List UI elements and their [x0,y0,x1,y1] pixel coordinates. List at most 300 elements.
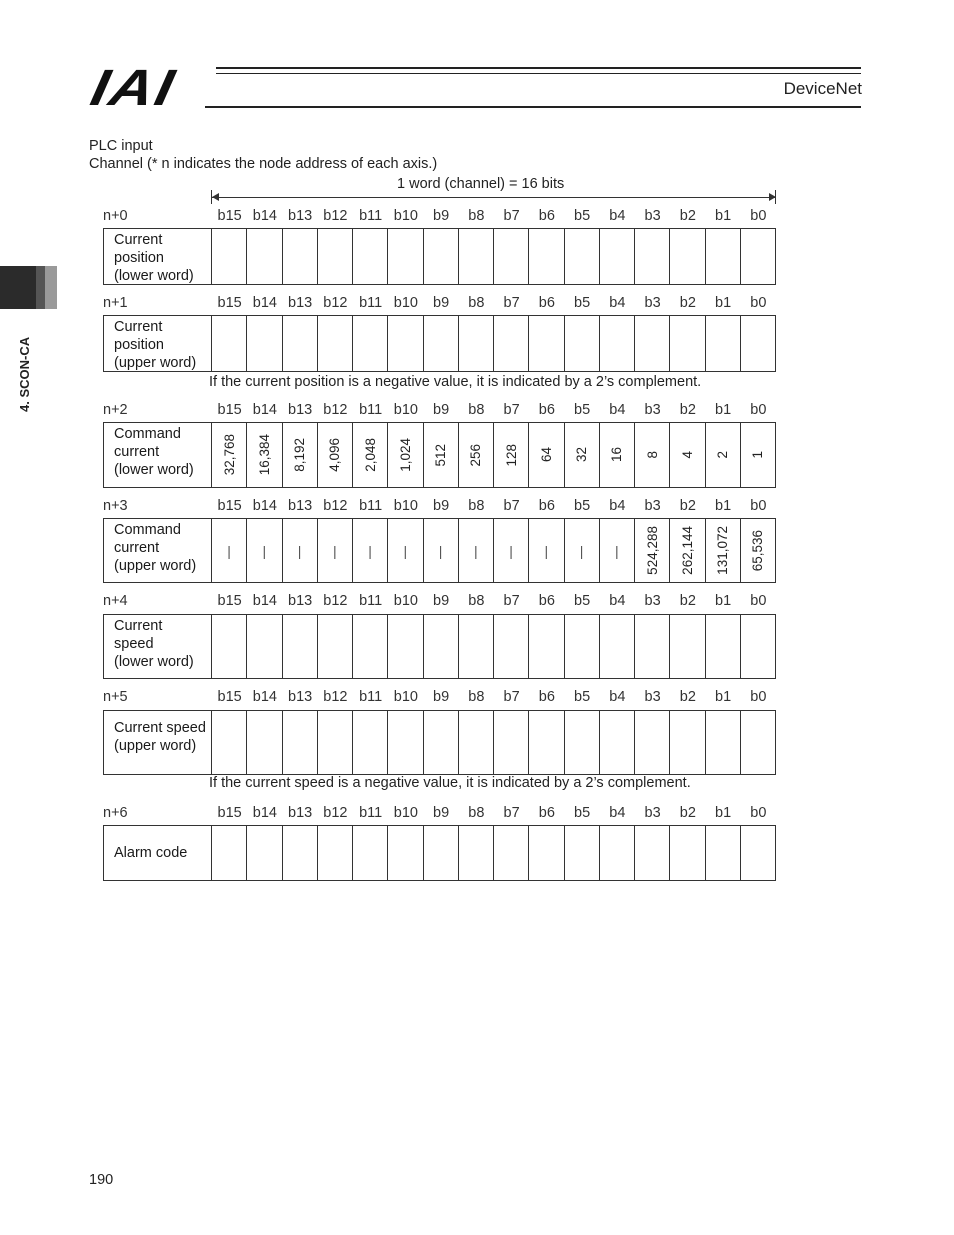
bit-label: b6 [538,498,555,514]
bit-label: b8 [468,689,485,705]
bit-cell [529,711,564,774]
register-row [103,825,776,881]
side-tab-block-mid [36,266,45,309]
bit-cell [741,229,775,284]
bit-label: b9 [433,208,450,224]
arrow-left-icon [212,193,219,201]
bit-label: b13 [288,295,313,311]
bit-cell [706,229,741,284]
bit-label: b11 [359,402,383,418]
bit-cell [459,519,494,582]
bit-label: b9 [433,689,450,705]
bit-cell [424,826,459,880]
bit-label: b7 [503,402,520,418]
bit-cell [635,711,670,774]
bit-cell [635,615,670,678]
bit-cell [565,615,600,678]
bit-label: b15 [217,498,242,514]
bit-cell [247,423,282,487]
bit-cell [670,519,705,582]
bit-label: b4 [609,295,626,311]
bit-cell [494,615,529,678]
register-name: Command current (upper word) [104,519,212,582]
bit-weight: 2,048 [362,438,378,472]
bit-label: b0 [750,498,767,514]
bit-cell [353,519,388,582]
bit-cell [529,229,564,284]
bit-cell [247,316,282,371]
bit-label: b10 [393,593,418,609]
bit-label: b8 [468,208,485,224]
bit-label: b14 [252,498,277,514]
bit-label: b12 [323,498,348,514]
bit-label: b8 [468,498,485,514]
bit-label: b11 [359,208,383,224]
register-row [103,315,776,372]
register-name: Current position (upper word) [104,316,212,371]
bit-cell [247,615,282,678]
bit-label: b0 [750,402,767,418]
bit-cell [283,316,318,371]
bit-label: b7 [503,295,520,311]
bit-weight: 2 [715,451,731,459]
bit-label: b15 [217,208,242,224]
bit-cell [741,826,775,880]
bit-cell [388,711,423,774]
bit-label: b4 [609,208,626,224]
bit-cell [706,615,741,678]
bit-cell [741,615,775,678]
register-row [103,614,776,679]
bit-label: b7 [503,498,520,514]
page-number: 190 [89,1172,114,1188]
side-tab-block-light [45,266,57,309]
bit-cell [600,519,635,582]
bit-cell [424,316,459,371]
bit-cell [670,316,705,371]
bit-label: b9 [433,498,450,514]
bit-cell [706,316,741,371]
bit-cell [388,826,423,880]
bit-label: b4 [609,402,626,418]
bit-weight: 8,192 [292,438,308,472]
register-address: n+6 [103,805,128,821]
bit-label: b12 [323,295,348,311]
bit-cell [600,615,635,678]
bit-cell [353,711,388,774]
unused-bit-mark: | [403,542,408,559]
bit-cell [635,519,670,582]
bit-cell [283,711,318,774]
bit-cell [494,316,529,371]
bit-cell [565,229,600,284]
bit-label: b2 [679,689,696,705]
bit-label: b0 [750,295,767,311]
header-rule-mid [216,73,861,74]
bit-header-row [212,593,776,609]
bit-label: b2 [679,295,696,311]
bit-label: b12 [323,689,348,705]
bit-label: b1 [715,689,732,705]
bit-label: b2 [679,593,696,609]
bit-cell [353,423,388,487]
bit-weight: 1 [750,451,766,459]
register-address: n+2 [103,402,128,418]
register-address: n+3 [103,498,128,514]
bit-weight: 8 [644,451,660,459]
bit-cell [247,229,282,284]
bit-label: b14 [252,805,277,821]
chapter-label: 4. SCON-CA [17,336,32,412]
unused-bit-mark: | [333,542,337,559]
bit-cell [670,711,705,774]
header-rule-top [216,67,861,69]
bit-cell [600,711,635,774]
bit-cell [212,615,247,678]
bit-label: b1 [715,498,732,514]
bit-cell [529,423,564,487]
bit-header-row [212,208,776,224]
bit-cell [212,423,247,487]
word-width-label: 1 word (channel) = 16 bits [397,176,565,192]
register-note: If the current position is a negative value, it is indicated by a 2’s complement. [209,374,702,390]
bit-label: b2 [679,498,696,514]
bit-cell [459,711,494,774]
bit-weight: 131,072 [715,526,731,575]
bit-cell [670,229,705,284]
bit-label: b4 [609,805,626,821]
bit-cell [318,519,353,582]
bit-cell [494,423,529,487]
register-address: n+0 [103,208,128,224]
bit-weight: 128 [503,443,519,467]
bit-cell [353,826,388,880]
bit-label: b6 [538,402,555,418]
bit-weight: 16,384 [256,434,272,476]
bit-cell [706,423,741,487]
bit-header-row [212,295,776,311]
bit-label: b3 [644,295,661,311]
bit-cell [424,519,459,582]
bit-label: b7 [503,689,520,705]
bit-weight: 65,536 [750,529,766,572]
bit-cell [600,826,635,880]
bit-cell [283,519,318,582]
bit-label: b10 [393,402,418,418]
bit-cell [706,519,741,582]
bit-header-row [212,689,776,705]
bit-label: b14 [252,593,277,609]
bit-label: b2 [679,402,696,418]
bit-cell [388,519,423,582]
bit-label: b3 [644,208,661,224]
bit-cell [741,519,775,582]
unused-bit-mark: | [438,542,443,559]
bit-label: b13 [288,689,313,705]
register-row [103,710,776,775]
side-tab-block [0,266,36,309]
bit-label: b3 [644,402,661,418]
bit-cell [635,423,670,487]
bit-cell [741,711,775,774]
bit-cell [388,229,423,284]
bit-cell [212,519,247,582]
bit-label: b6 [538,593,555,609]
bit-weight: 512 [433,443,449,467]
bit-label: b0 [750,805,767,821]
bit-label: b8 [468,402,485,418]
bit-label: b4 [609,498,626,514]
register-row [103,228,776,285]
bit-cell [635,229,670,284]
bit-cell [388,423,423,487]
bit-cell [318,711,353,774]
bit-label: b9 [433,402,450,418]
register-name: Command current (lower word) [104,423,212,487]
bit-label: b15 [217,689,242,705]
bit-label: b0 [750,593,767,609]
bit-label: b10 [393,689,418,705]
bit-cell [529,519,564,582]
bit-label: b5 [574,402,591,418]
bit-label: b14 [252,689,277,705]
unused-bit-mark: | [615,542,619,559]
bit-cell [494,229,529,284]
register-name: Current position (lower word) [104,229,212,284]
bit-label: b11 [359,689,383,705]
bit-label: b11 [359,295,383,311]
bit-cell [212,229,247,284]
bit-cell [706,711,741,774]
intro-subtitle: Channel (* n indicates the node address of each axis.) [89,156,438,172]
bit-label: b6 [538,295,555,311]
unused-bit-mark: | [474,542,478,559]
bit-label: b0 [750,208,767,224]
bit-cell [670,615,705,678]
bit-label: b10 [393,498,418,514]
bit-label: b8 [468,295,485,311]
bit-header-row [212,498,776,514]
bit-label: b2 [679,208,696,224]
bit-cell [247,519,282,582]
bit-cell [565,423,600,487]
bit-label: b1 [715,593,732,609]
bit-cell [247,711,282,774]
bit-label: b15 [217,593,242,609]
bit-cell [212,826,247,880]
register-address: n+5 [103,689,128,705]
bit-cell [388,615,423,678]
header-rule-bottom [205,106,861,108]
bit-label: b3 [644,689,661,705]
bit-cell [212,316,247,371]
unused-bit-mark: | [509,542,513,559]
bit-cell [353,615,388,678]
bit-label: b13 [288,805,313,821]
bit-cell [565,316,600,371]
bit-label: b6 [538,689,555,705]
bit-cell [318,423,353,487]
bit-label: b12 [323,805,348,821]
bit-label: b10 [393,805,418,821]
bit-label: b5 [574,805,591,821]
bit-label: b5 [574,498,591,514]
register-name: Current speed (upper word) [104,711,212,774]
bit-weight: 4,096 [327,438,343,472]
bit-cell [318,615,353,678]
bit-label: b5 [574,593,591,609]
bit-label: b5 [574,208,591,224]
bit-label: b1 [715,208,732,224]
bit-label: b10 [393,295,418,311]
bit-label: b7 [503,593,520,609]
bit-cell [741,423,775,487]
unused-bit-mark: | [544,542,549,559]
bit-label: b13 [288,208,313,224]
intro-title: PLC input [89,138,153,154]
bit-cell [635,316,670,371]
bit-cell [565,826,600,880]
bit-cell [353,316,388,371]
register-note: If the current speed is a negative value, it is indicated by a 2’s complement. [209,775,691,791]
bit-label: b0 [750,689,767,705]
unused-bit-mark: | [227,542,231,559]
bit-cell [283,826,318,880]
bit-cell [353,229,388,284]
bit-cell [635,826,670,880]
bit-weight: 4 [679,451,695,459]
bit-cell [741,316,775,371]
register-row [103,422,776,488]
unused-bit-mark: | [368,542,372,559]
bit-label: b5 [574,689,591,705]
bit-label: b7 [503,805,520,821]
bit-cell [424,711,459,774]
unused-bit-mark: | [262,542,267,559]
bit-label: b4 [609,593,626,609]
bit-cell [459,826,494,880]
bit-label: b8 [468,805,485,821]
bit-cell [459,423,494,487]
bit-cell [706,826,741,880]
register-name: Current speed (lower word) [104,615,212,678]
bit-label: b11 [359,593,383,609]
bit-cell [318,316,353,371]
arrow-right-icon [769,193,776,201]
bit-label: b12 [323,208,348,224]
bit-weight: 32,768 [221,434,237,476]
bit-cell [459,316,494,371]
bit-cell [529,615,564,678]
bit-label: b4 [609,689,626,705]
bit-label: b10 [393,208,418,224]
bit-label: b3 [644,593,661,609]
bit-label: b7 [503,208,520,224]
bit-cell [459,229,494,284]
bit-label: b9 [433,593,450,609]
bit-header-row [212,402,776,418]
bit-weight: 256 [468,443,484,467]
bit-cell [318,229,353,284]
bit-cell [529,316,564,371]
bit-label: b9 [433,295,450,311]
bit-cell [494,519,529,582]
bit-label: b12 [323,402,348,418]
bit-label: b1 [715,295,732,311]
bit-cell [388,316,423,371]
bit-cell [212,711,247,774]
bit-cell [318,826,353,880]
bit-cell [565,519,600,582]
bit-label: b5 [574,295,591,311]
bit-weight: 16 [609,447,625,463]
bit-label: b8 [468,593,485,609]
iai-logo: IAI [86,59,181,117]
bit-cell [565,711,600,774]
bit-cell [494,826,529,880]
unused-bit-mark: | [579,542,584,559]
bit-cell [247,826,282,880]
bit-weight: 1,024 [397,438,413,472]
bit-weight: 64 [538,447,554,463]
bit-weight: 524,288 [644,526,660,575]
bit-label: b2 [679,805,696,821]
register-name: Alarm code [104,826,212,880]
bit-cell [283,615,318,678]
bit-cell [670,423,705,487]
word-span-arrow [212,197,776,198]
bit-label: b13 [288,498,313,514]
bit-cell [600,423,635,487]
bit-cell [283,423,318,487]
bit-label: b14 [252,295,277,311]
bit-label: b15 [217,402,242,418]
bit-label: b6 [538,805,555,821]
bit-label: b1 [715,402,732,418]
bit-cell [494,711,529,774]
bit-label: b14 [252,208,277,224]
bit-cell [459,615,494,678]
register-row [103,518,776,583]
bit-label: b15 [217,805,242,821]
bit-cell [424,615,459,678]
bit-label: b9 [433,805,450,821]
bit-label: b12 [323,593,348,609]
bit-label: b3 [644,498,661,514]
bit-label: b1 [715,805,732,821]
bit-label: b13 [288,402,313,418]
bit-weight: 262,144 [679,526,695,575]
bit-label: b6 [538,208,555,224]
bit-cell [670,826,705,880]
bit-cell [424,229,459,284]
bit-label: b11 [359,805,383,821]
bit-cell [600,316,635,371]
unused-bit-mark: | [297,542,302,559]
section-title: DeviceNet [783,79,862,98]
register-address: n+1 [103,295,128,311]
bit-label: b13 [288,593,313,609]
bit-label: b15 [217,295,242,311]
bit-label: b3 [644,805,661,821]
bit-cell [529,826,564,880]
register-address: n+4 [103,593,128,609]
bit-label: b14 [252,402,277,418]
bit-label: b11 [359,498,383,514]
bit-cell [283,229,318,284]
bit-cell [600,229,635,284]
bit-cell [424,423,459,487]
